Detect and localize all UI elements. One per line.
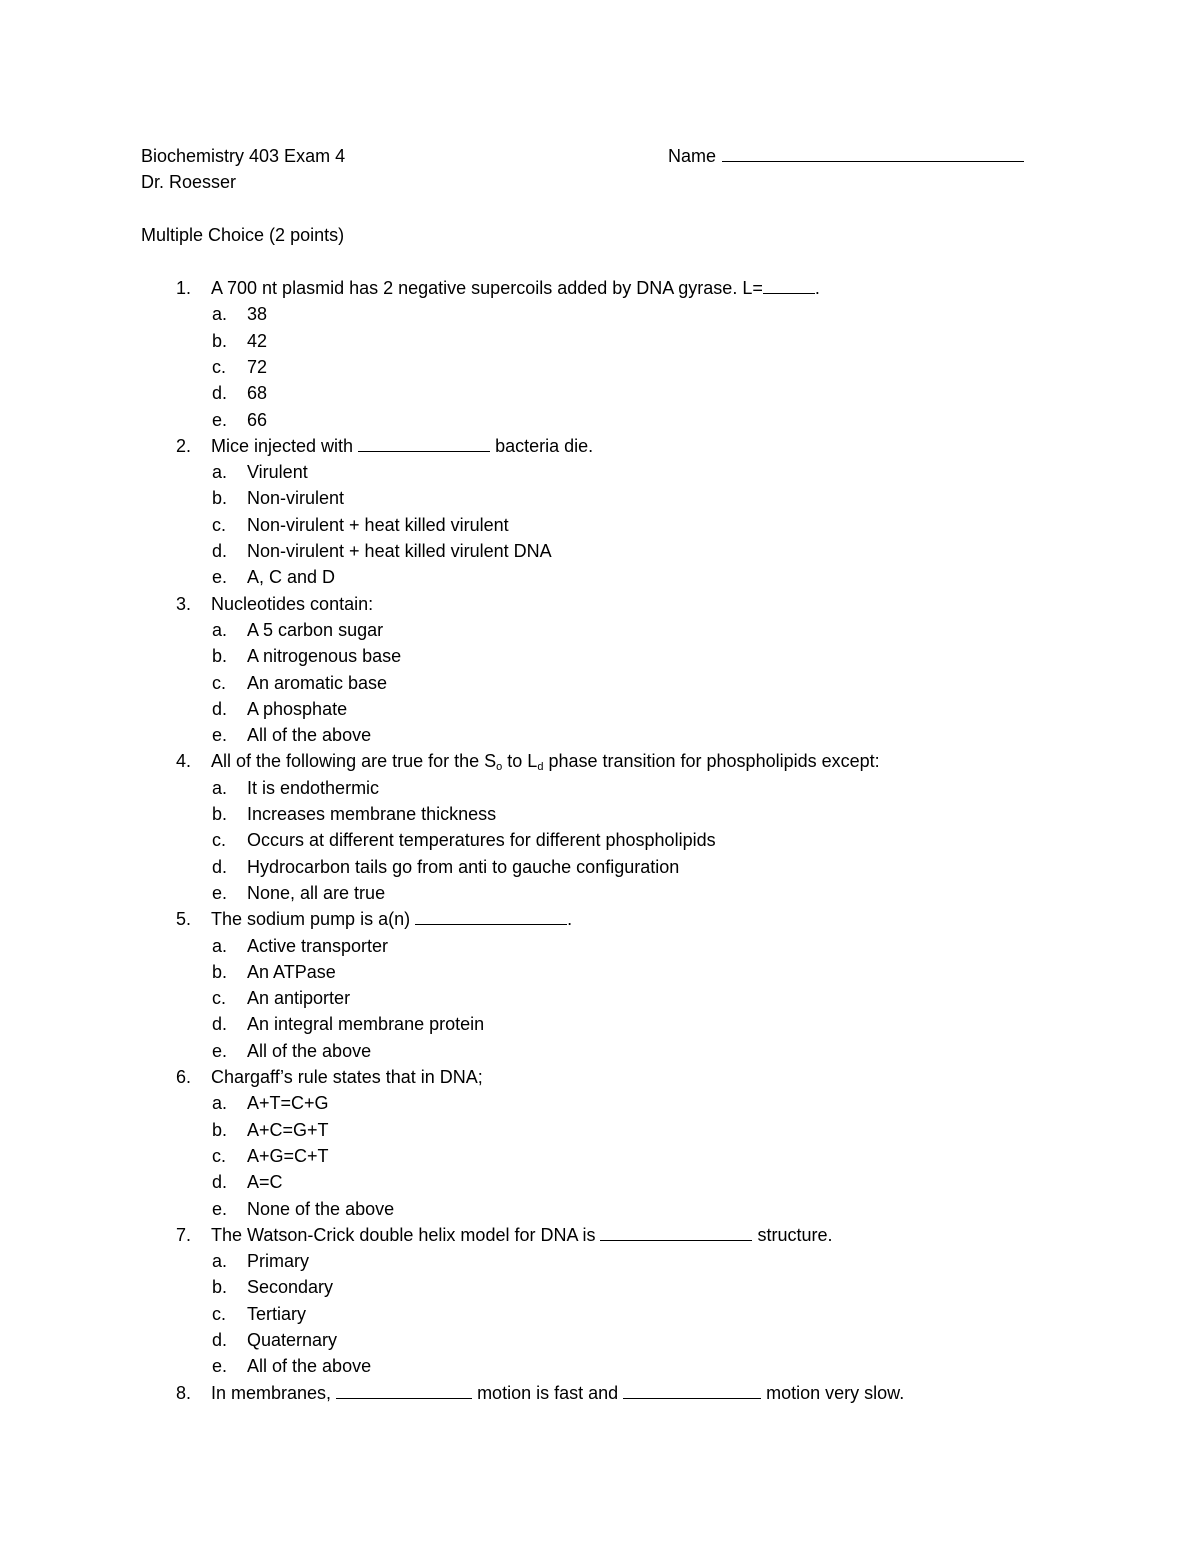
question-number: 6.	[176, 1067, 192, 1087]
question-text: Chargaff’s rule states that in DNA;	[211, 1067, 483, 1087]
option-text: All of the above	[247, 1040, 372, 1061]
question-text: All of the following are true for the $S_o$ to $L_d$ phase transition for phospholipids except:	[211, 751, 880, 774]
question-row	[0, 1222, 1200, 1248]
option-text: An antiporter	[247, 988, 351, 1009]
option-text: A=C	[247, 1172, 283, 1193]
option-row[interactable]	[0, 670, 1200, 696]
answer-blank[interactable]	[623, 1380, 761, 1399]
option-letter: a.	[212, 777, 228, 798]
option-letter: d.	[212, 1330, 228, 1350]
question-number: 3.	[176, 593, 192, 614]
option-text: Non-virulent + heat killed virulent	[247, 514, 509, 535]
option-text: All of the above	[247, 725, 372, 746]
option-row[interactable]	[0, 617, 1200, 643]
course-title: Biochemistry 403 Exam 4	[141, 146, 346, 166]
question-row	[0, 906, 1200, 932]
option-letter: a.	[212, 619, 228, 640]
option-row[interactable]	[0, 933, 1200, 959]
option-text: 68	[247, 383, 268, 404]
question-text: The sodium pump is a(n) .	[211, 906, 572, 932]
question-row	[0, 275, 1200, 301]
option-letter: b.	[212, 330, 228, 351]
option-row[interactable]	[0, 985, 1200, 1011]
option-row[interactable]	[0, 959, 1200, 985]
question-row	[0, 1380, 1200, 1406]
option-text: None, all are true	[247, 882, 386, 903]
option-row[interactable]	[0, 1327, 1200, 1353]
answer-blank[interactable]	[336, 1380, 472, 1399]
option-letter: b.	[212, 646, 228, 667]
option-letter: e.	[212, 1198, 228, 1219]
option-letter: c.	[212, 672, 227, 693]
option-row[interactable]	[0, 1353, 1200, 1379]
option-letter: e.	[212, 409, 228, 430]
question-text: A 700 nt plasmid has 2 negative supercoils added by DNA gyrase. L= .	[211, 275, 820, 301]
option-text: Quaternary	[247, 1330, 338, 1350]
subscript: o	[496, 761, 503, 774]
section-heading: Multiple Choice (2 points)	[141, 225, 345, 245]
name-field[interactable]	[668, 143, 1024, 169]
option-letter: c.	[212, 1303, 227, 1324]
option-text: It is endothermic	[247, 777, 380, 798]
option-row[interactable]	[0, 775, 1200, 801]
question-row	[0, 1064, 1200, 1090]
option-row[interactable]	[0, 827, 1200, 853]
option-letter: e.	[212, 1356, 228, 1377]
option-text: Secondary	[247, 1277, 334, 1298]
option-letter: d.	[212, 541, 228, 561]
option-row[interactable]	[0, 801, 1200, 827]
option-letter: a.	[212, 304, 228, 325]
option-letter: d.	[212, 856, 228, 877]
question-row	[0, 591, 1200, 617]
option-text: All of the above	[247, 1356, 372, 1377]
subscript: d	[537, 761, 544, 774]
question-number: 2.	[176, 435, 192, 456]
question-row	[0, 748, 1200, 774]
name-label: Name	[668, 146, 717, 166]
option-text: A+G=C+T	[247, 1145, 329, 1166]
question-number: 7.	[176, 1224, 192, 1245]
option-row[interactable]	[0, 1038, 1200, 1064]
option-row[interactable]	[0, 1143, 1200, 1169]
option-row[interactable]	[0, 1011, 1200, 1037]
option-row[interactable]	[0, 459, 1200, 485]
option-text: A 5 carbon sugar	[247, 619, 384, 640]
question-text: Mice injected with bacteria die.	[211, 433, 593, 459]
option-text: A+T=C+G	[247, 1093, 329, 1114]
option-letter: c.	[212, 830, 227, 851]
option-letter: b.	[212, 961, 228, 982]
option-letter: e.	[212, 725, 228, 746]
option-letter: a.	[212, 462, 228, 483]
option-row[interactable]	[0, 538, 1200, 564]
option-row[interactable]	[0, 407, 1200, 433]
option-letter: b.	[212, 1119, 228, 1140]
option-text: A+C=G+T	[247, 1119, 329, 1140]
answer-blank[interactable]	[763, 275, 815, 294]
option-text: Virulent	[247, 462, 308, 483]
option-letter: b.	[212, 1277, 228, 1298]
option-text: Hydrocarbon tails go from anti to gauche configuration	[247, 856, 680, 877]
answer-blank[interactable]	[358, 433, 490, 452]
option-row[interactable]	[0, 1301, 1200, 1327]
option-letter: e.	[212, 567, 228, 588]
option-text: An integral membrane protein	[247, 1014, 485, 1035]
option-text: Non-virulent + heat killed virulent DNA	[247, 541, 552, 561]
option-text: Increases membrane thickness	[247, 804, 497, 824]
option-text: 66	[247, 409, 268, 430]
option-letter: d.	[212, 1172, 228, 1193]
option-letter: c.	[212, 356, 227, 377]
option-row[interactable]	[0, 696, 1200, 722]
option-letter: a.	[212, 935, 228, 956]
option-letter: c.	[212, 1145, 227, 1166]
option-text: None of the above	[247, 1198, 395, 1219]
option-row[interactable]	[0, 301, 1200, 327]
option-row[interactable]	[0, 354, 1200, 380]
option-text: 72	[247, 356, 268, 377]
instructor-name: Dr. Roesser	[141, 172, 237, 192]
option-letter: d.	[212, 1014, 228, 1035]
question-number: 8.	[176, 1382, 192, 1403]
option-row[interactable]	[0, 512, 1200, 538]
option-row[interactable]	[0, 564, 1200, 590]
option-row[interactable]	[0, 1248, 1200, 1274]
name-blank-line[interactable]	[722, 143, 1024, 162]
option-row[interactable]	[0, 1117, 1200, 1143]
option-row[interactable]	[0, 854, 1200, 880]
option-letter: a.	[212, 1093, 228, 1114]
option-row[interactable]	[0, 485, 1200, 511]
option-text: A nitrogenous base	[247, 646, 402, 667]
question-number: 5.	[176, 909, 192, 930]
option-row[interactable]	[0, 722, 1200, 748]
option-row[interactable]	[0, 1090, 1200, 1116]
option-text: A phosphate	[247, 698, 348, 719]
option-text: Occurs at different temperatures for different phospholipids	[247, 830, 716, 851]
question-text: Nucleotides contain:	[211, 593, 374, 614]
option-letter: c.	[212, 514, 227, 535]
option-row[interactable]	[0, 1196, 1200, 1222]
option-letter: b.	[212, 488, 228, 509]
option-text: Non-virulent	[247, 488, 345, 509]
question-row	[0, 433, 1200, 459]
option-text: Primary	[247, 1251, 309, 1272]
option-text: An aromatic base	[247, 672, 388, 693]
option-text: 42	[247, 330, 268, 351]
question-text: The Watson-Crick double helix model for DNA is structure.	[211, 1222, 833, 1248]
option-letter: e.	[212, 1040, 228, 1061]
option-row[interactable]	[0, 643, 1200, 669]
question-text: In membranes, motion is fast and motion very slow.	[211, 1380, 904, 1406]
option-text: Active transporter	[247, 935, 389, 956]
question-number: 1.	[176, 278, 192, 298]
option-row[interactable]	[0, 328, 1200, 354]
option-text: An ATPase	[247, 961, 336, 982]
option-letter: c.	[212, 988, 227, 1009]
question-number: 4.	[176, 751, 192, 772]
option-text: A, C and D	[247, 567, 336, 588]
answer-blank[interactable]	[600, 1222, 752, 1241]
option-row[interactable]	[0, 380, 1200, 406]
option-letter: d.	[212, 383, 228, 404]
option-text: Tertiary	[247, 1303, 307, 1324]
option-row[interactable]	[0, 1169, 1200, 1195]
answer-blank[interactable]	[415, 906, 567, 925]
option-letter: e.	[212, 882, 228, 903]
option-row[interactable]	[0, 880, 1200, 906]
option-letter: d.	[212, 698, 228, 719]
option-row[interactable]	[0, 1274, 1200, 1300]
option-text: 38	[247, 304, 268, 325]
option-letter: b.	[212, 804, 228, 824]
option-letter: a.	[212, 1251, 228, 1272]
